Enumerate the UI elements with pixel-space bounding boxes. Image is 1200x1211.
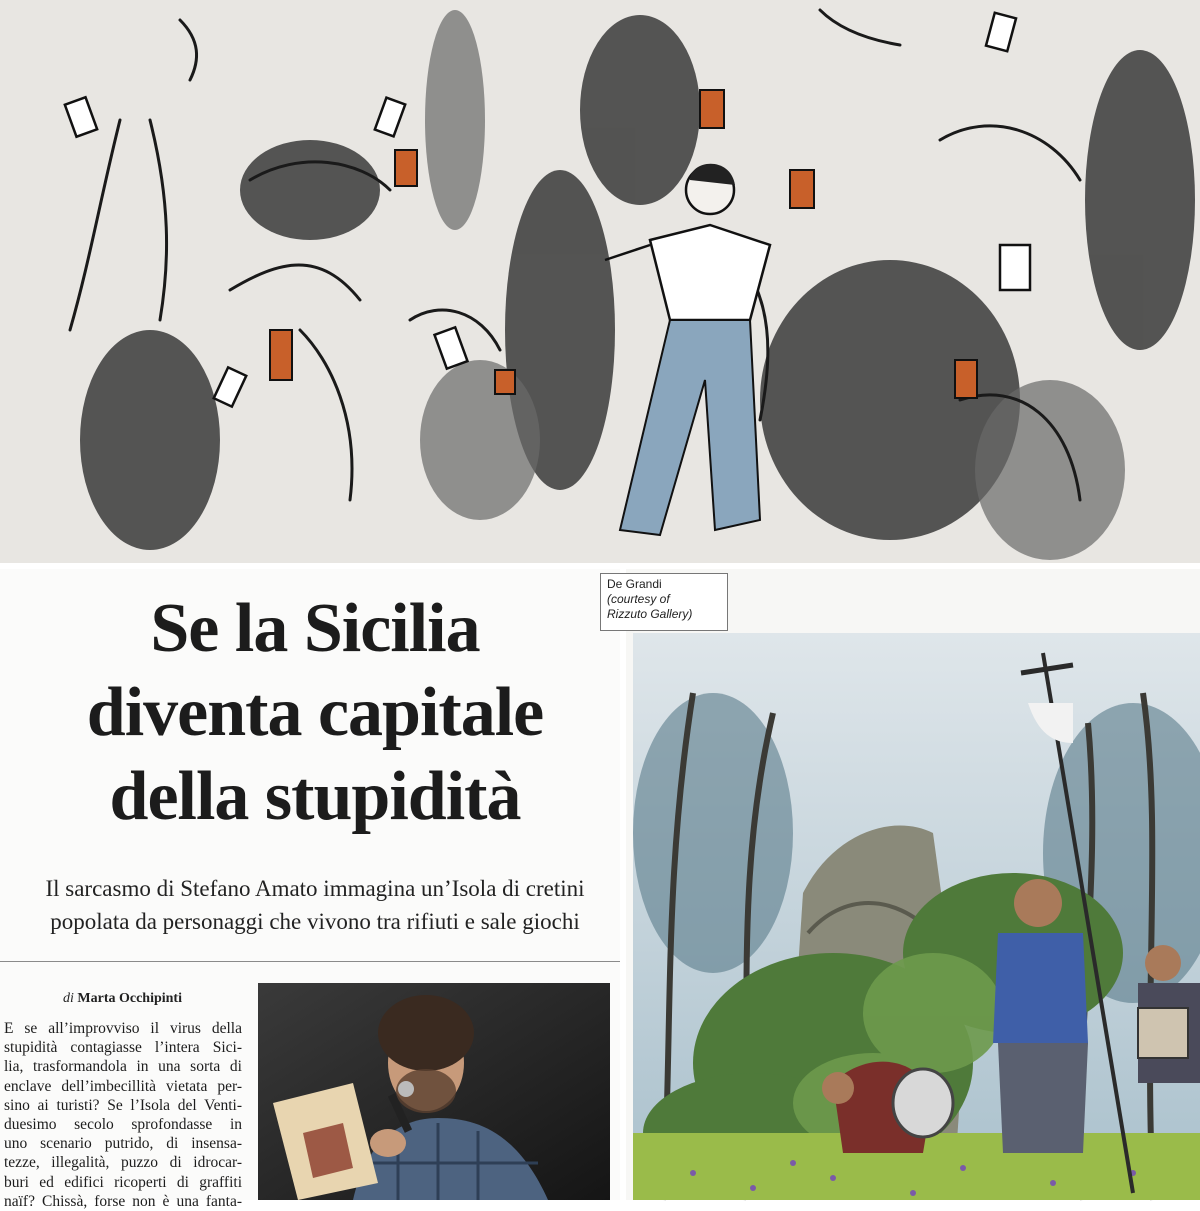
article-subheading [20,872,610,938]
byline-prefix: di [63,991,74,1006]
body-line: duesimo secolo sprofondasse in [4,1116,242,1134]
body-line: enclave dell’imbecillità vietata per- [4,1077,242,1095]
article-panel [0,569,620,1210]
section-rule [0,961,620,962]
headline-line-3: della stupidità [109,758,521,835]
headline-line-1: Se la Sicilia [150,590,480,667]
article-body [4,1019,242,1210]
body-line: lia, trasformandola in una sorta di [4,1058,242,1076]
article-headline [20,587,610,839]
byline [0,991,245,1007]
subhead-line-1: Il sarcasmo di Stefano Amato immagina un’Isola di cretini [45,876,585,901]
caption-credit-2: Rizzuto Gallery) [607,607,693,621]
caption-artist: De Grandi [607,577,662,591]
body-line: uno scenario putrido, di insensa- [4,1135,242,1153]
de-grandi-painting [633,633,1200,1200]
body-line: buri ed edifici ricoperti di graffiti [4,1173,242,1191]
caption-credit-1: (courtesy of [607,592,670,606]
crowd-illustration [0,0,1200,563]
body-line: stupidità contagiasse l’intera Sici- [4,1039,242,1057]
byline-author: Marta Occhipinti [77,991,182,1006]
painting-caption [600,573,728,631]
body-line: E se all’improvviso il virus della [4,1020,242,1037]
body-line: naïf? Chissà, forse non è una fanta- [4,1192,242,1210]
author-photo [258,983,610,1200]
subhead-line-2: popolata da personaggi che vivono tra rifiuti e sale giochi [50,909,580,934]
body-line: tezze, illegalità, puzzo di idrocar- [4,1154,242,1172]
body-line: sino ai turisti? Se l’Isola del Venti- [4,1096,242,1114]
headline-line-2: diventa capitale [86,674,544,751]
